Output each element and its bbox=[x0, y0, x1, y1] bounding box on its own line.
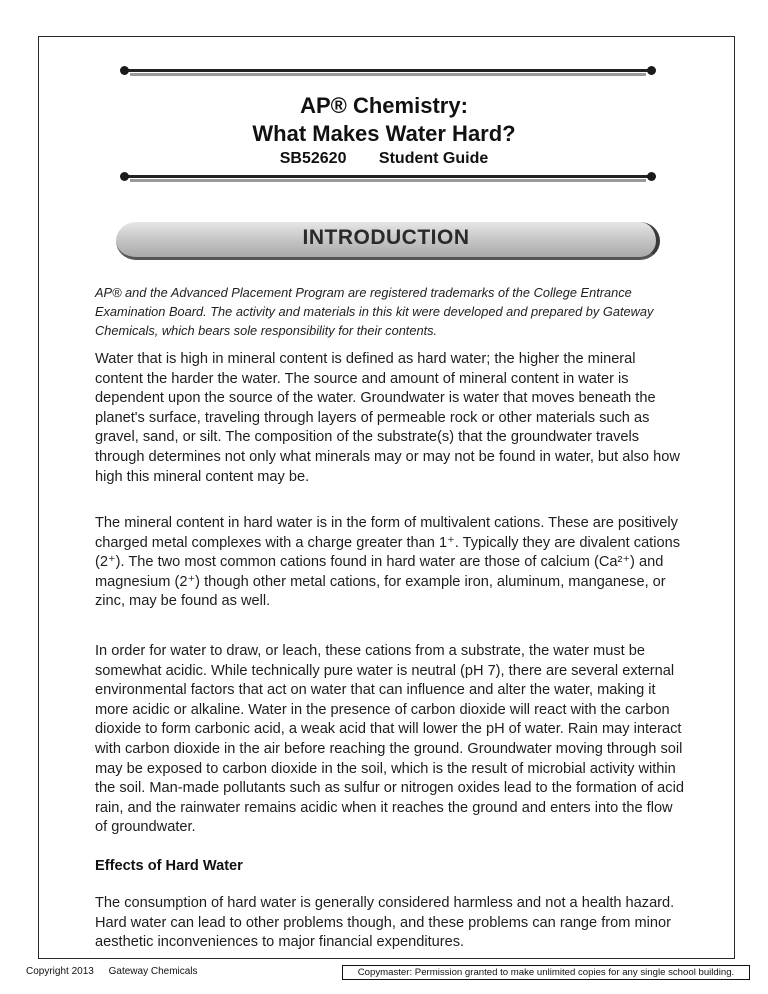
effects-paragraph: The consumption of hard water is generally considered harmless and not a health hazard. Hard water can lead to other problems though, and these problems can range from minor aesthetic inconveniences to major financial expenditures. bbox=[95, 895, 675, 951]
doc-subtitle bbox=[0, 148, 768, 170]
copyright-text: Copyright 2013 bbox=[26, 966, 94, 977]
title-block bbox=[0, 92, 768, 170]
guide-label: Student Guide bbox=[378, 150, 489, 167]
top-divider-rule bbox=[124, 66, 652, 80]
product-code: SB52620 bbox=[279, 150, 347, 167]
section-banner bbox=[116, 222, 660, 260]
copymaster-notice: Copymaster: Permission granted to make unlimited copies for any single school building. bbox=[342, 965, 750, 980]
bottom-divider-rule bbox=[124, 172, 652, 186]
doc-title-line2: What Makes Water Hard? bbox=[252, 121, 516, 146]
footer-copyright bbox=[26, 966, 210, 977]
intro-paragraph-3: In order for water to draw, or leach, these cations from a substrate, the water must be somewhat acidic. While technically pure water is neutral (pH 7), there are several external environmental factors that act on water that can influence and alter the water, making it more acidic or alkaline. Water in the presence of carbon dioxide will react with the carbon dioxide to form carbonic acid, a weak acid that will lower the pH of water. Rain may interact with carbon dioxide in the air before reaching the ground. Groundwater moving through soil may be exposed to carbon dioxide in the soil, which is the result of microbial activity within the soil. Man-made pollutants such as sulfur or nitrogen oxides lead to the formation of acid rain, and the rainwater remains acidic when it reaches the ground and enters into the flow of groundwater. bbox=[95, 643, 684, 836]
intro-paragraph-2: The mineral content in hard water is in the form of multivalent cations. These are positively charged metal complexes with a charge greater than 1⁺. Typically they are divalent cations (2⁺). The two most common cations found in hard water are those of calcium (Ca²⁺) and magnesium (2⁺) though other metal cations, for example iron, aluminum, manganese, or zinc, may be found as well. bbox=[95, 515, 681, 610]
publisher-text: Gateway Chemicals bbox=[108, 966, 198, 977]
effects-heading: Effects of Hard Water bbox=[95, 858, 243, 874]
doc-title-line1: AP® Chemistry: bbox=[300, 93, 468, 118]
trademark-notice: AP® and the Advanced Placement Program are registered trademarks of the College Entrance Examination Board. The activity and materials in this kit were developed and prepared by Gateway Chemicals, which bears sole responsibility for their contents. bbox=[95, 285, 654, 338]
section-banner-label: INTRODUCTION bbox=[302, 226, 470, 249]
intro-paragraph-1: Water that is high in mineral content is defined as hard water; the higher the mineral content the harder the water. The source and amount of mineral content in water is dependent upon the source of the water. Groundwater is water that moves beneath the planet's surface, traveling through layers of permeable rock or other materials such as gravel, sand, or silt. The composition of the substrate(s) that the groundwater travels through determines not only what minerals may or may not be found in water, but also how high this mineral content may be. bbox=[95, 351, 680, 485]
